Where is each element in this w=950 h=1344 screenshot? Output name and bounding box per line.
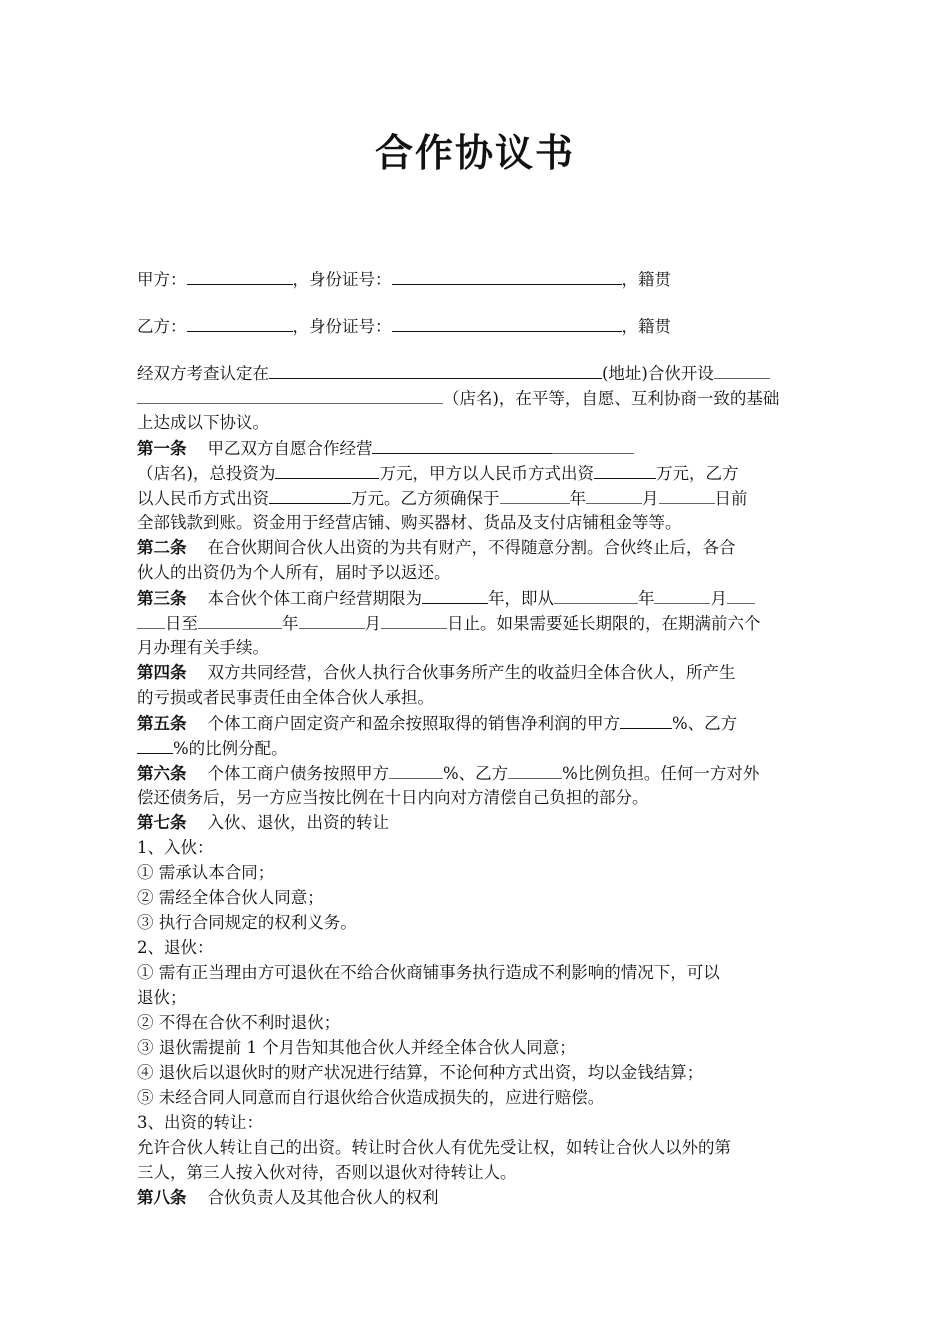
article-3-text-5: 日至	[165, 614, 198, 633]
article-1-heading: 第一条	[137, 439, 187, 458]
article-2-line-1	[137, 535, 817, 560]
article-5-heading: 第五条	[137, 714, 187, 733]
article-1-month-label: 月	[642, 489, 659, 508]
article-6-text-2: %、乙方	[442, 764, 509, 783]
deadline-month-blank	[586, 485, 642, 504]
business-blank-extra	[552, 435, 634, 454]
join-item-3: ③ 执行合同规定的权利义务。	[137, 913, 357, 932]
article-6-line-2	[137, 785, 817, 810]
article-7-heading: 第七条	[137, 813, 187, 832]
document-title: 合作协议书	[374, 130, 575, 175]
start-day-blank-2	[137, 610, 165, 629]
withdraw-item-1a: ① 需有正当理由方可退伙在不给合伙商铺事务执行造成不利影响的情况下，可以	[137, 963, 720, 982]
article-3-text-9: 月办理有关手续。	[137, 638, 269, 657]
article-3-month-label: 月	[710, 589, 727, 608]
article-1-text-5: 以人民币方式出资	[137, 489, 269, 508]
start-year-blank	[554, 585, 638, 604]
party-a-id-label: ，身份证号：	[292, 270, 392, 289]
start-month-blank	[654, 585, 710, 604]
withdraw-item-1b: 退伙；	[137, 988, 187, 1007]
intro-line-3	[137, 410, 817, 435]
intro-line-1	[137, 360, 817, 385]
intro-text-1: 经双方考查认定在	[137, 364, 269, 383]
end-month-blank	[299, 610, 365, 629]
party-b-label: 乙方：	[137, 317, 187, 336]
article-4-line-2	[137, 685, 817, 710]
join-item-2: ② 需经全体合伙人同意；	[137, 888, 324, 907]
shop-name-blank-2	[137, 385, 443, 404]
withdraw-item-5: ⑤ 未经合同人同意而自行退伙给合伙造成损失的，应进行赔偿。	[137, 1088, 605, 1107]
article-3-line-2	[137, 610, 817, 635]
address-blank	[269, 360, 602, 379]
article-5-line-1	[137, 710, 817, 735]
article-5-text-3: %的比例分配。	[173, 739, 288, 758]
intro-line-2	[137, 385, 817, 410]
profit-b-blank	[137, 735, 173, 754]
term-years-blank	[422, 585, 488, 604]
party-a-id-blank	[392, 266, 622, 285]
article-5-line-2	[137, 735, 817, 760]
section-withdraw-heading: 2、退伙：	[137, 938, 214, 957]
party-b-native-label: ，籍贯	[621, 317, 671, 336]
transfer-text-2: 三人，第三人按入伙对待，否则以退伙对待转让人。	[137, 1163, 517, 1182]
party-a-label: 甲方：	[137, 270, 187, 289]
withdraw-item-4: ④ 退伙后以退伙时的财产状况进行结算，不论何种方式出资，均以金钱结算；	[137, 1063, 704, 1082]
party-b-id-label: ，身份证号：	[292, 317, 392, 336]
debt-a-blank	[389, 760, 443, 779]
shop-name-blank-1	[714, 360, 770, 379]
article-1-line-2	[137, 460, 817, 485]
article-1-line-3	[137, 485, 817, 510]
article-3-text-2: 年，即从	[487, 589, 554, 608]
article-3-line-1	[137, 585, 817, 610]
section-join-heading: 1、入伙：	[137, 838, 214, 857]
article-6-heading: 第六条	[137, 764, 187, 783]
article-2-line-2	[137, 560, 817, 585]
article-1-line-1	[137, 435, 817, 460]
article-3-year-label: 年	[637, 589, 655, 608]
deadline-year-blank	[500, 485, 570, 504]
article-8-text-1: 合伙负责人及其他合伙人的权利	[207, 1188, 439, 1207]
end-day-blank	[381, 610, 447, 629]
article-2-heading: 第二条	[137, 538, 187, 557]
article-3-month-label-2: 月	[364, 614, 381, 633]
party-a-investment-blank	[594, 460, 656, 479]
article-1-text-3: 万元，甲方以人民币方式出资	[379, 464, 594, 483]
transfer-text-1: 允许合伙人转让自己的出资。转让时合伙人有优先受让权，如转让合伙人以外的第	[137, 1138, 731, 1157]
withdraw-item-2: ② 不得在合伙不利时退伙；	[137, 1013, 341, 1032]
party-b-name-blank	[187, 313, 293, 332]
article-5-text-2: %、乙方	[671, 714, 738, 733]
intro-text-2: (地址)合伙开设	[602, 364, 714, 383]
article-3-line-3	[137, 635, 817, 660]
article-4-text-1: 双方共同经营，合伙人执行合伙事务所产生的收益归全体合伙人，所产生	[207, 663, 736, 682]
article-2-text-2: 伙人的出资仍为个人所有，届时予以返还。	[137, 563, 451, 582]
article-7-line-1	[137, 810, 817, 835]
article-3-text-8: 日止。如果需要延长期限的，在期满前六个	[447, 614, 761, 633]
intro-text-3: （店名)，在平等，自愿、互利协商一致的基础	[443, 389, 780, 408]
article-2-text-1: 在合伙期间合伙人出资的为共有财产，不得随意分割。合伙终止后，各合	[207, 538, 736, 557]
article-1-text-6: 万元。乙方须确保于	[351, 489, 500, 508]
article-6-text-1: 个体工商户债务按照甲方	[207, 764, 389, 783]
profit-a-blank	[620, 710, 672, 729]
party-a-native-label: ，籍贯	[621, 270, 671, 289]
section-transfer-heading: 3、出资的转让：	[137, 1113, 263, 1132]
deadline-day-blank	[659, 485, 715, 504]
article-1-text-10: 全部钱款到账。资金用于经营店铺、购买器材、货品及支付店铺租金等等。	[137, 513, 682, 532]
article-5-text-1: 个体工商户固定资产和盈余按照取得的销售净利润的甲方	[207, 714, 620, 733]
article-3-heading: 第三条	[137, 589, 187, 608]
start-day-blank-1	[727, 585, 755, 604]
article-6-text-4: 偿还债务后，另一方应当按比例在十日内向对方清偿自己负担的部分。	[137, 788, 649, 807]
article-7-text-1: 入伙、退伙，出资的转让	[207, 813, 389, 832]
article-8-heading: 第八条	[137, 1188, 187, 1207]
party-a-line	[137, 266, 817, 291]
party-b-line	[137, 313, 817, 338]
article-4-heading: 第四条	[137, 663, 187, 682]
party-a-name-blank	[187, 266, 293, 285]
business-blank	[372, 435, 552, 454]
article-6-line-1	[137, 760, 817, 785]
document-body	[137, 266, 817, 1210]
total-investment-blank	[275, 460, 379, 479]
article-8-line-1	[137, 1185, 817, 1210]
article-4-line-1	[137, 660, 817, 685]
article-3-year-label-2: 年	[282, 614, 299, 633]
article-1-text-2: （店名)，总投资为	[137, 464, 276, 483]
article-1-text-1: 甲乙双方自愿合作经营	[207, 439, 373, 458]
article-1-year-label: 年	[569, 489, 586, 508]
article-1-line-4	[137, 510, 817, 535]
join-item-1: ① 需承认本合同；	[137, 863, 275, 882]
article-6-text-3: %比例负担。任何一方对外	[562, 764, 760, 783]
intro-text-4: 上达成以下协议。	[137, 413, 269, 432]
debt-b-blank	[508, 760, 562, 779]
withdraw-item-3: ③ 退伙需提前 1 个月告知其他合伙人并经全体合伙人同意；	[137, 1038, 576, 1057]
article-4-text-2: 的亏损或者民事责任由全体合伙人承担。	[137, 688, 434, 707]
end-year-blank	[198, 610, 282, 629]
party-b-investment-blank	[269, 485, 351, 504]
article-1-text-4: 万元，乙方	[655, 464, 739, 483]
article-1-day-label: 日前	[714, 489, 748, 508]
article-3-text-1: 本合伙个体工商户经营期限为	[207, 589, 422, 608]
party-b-id-blank	[392, 313, 622, 332]
